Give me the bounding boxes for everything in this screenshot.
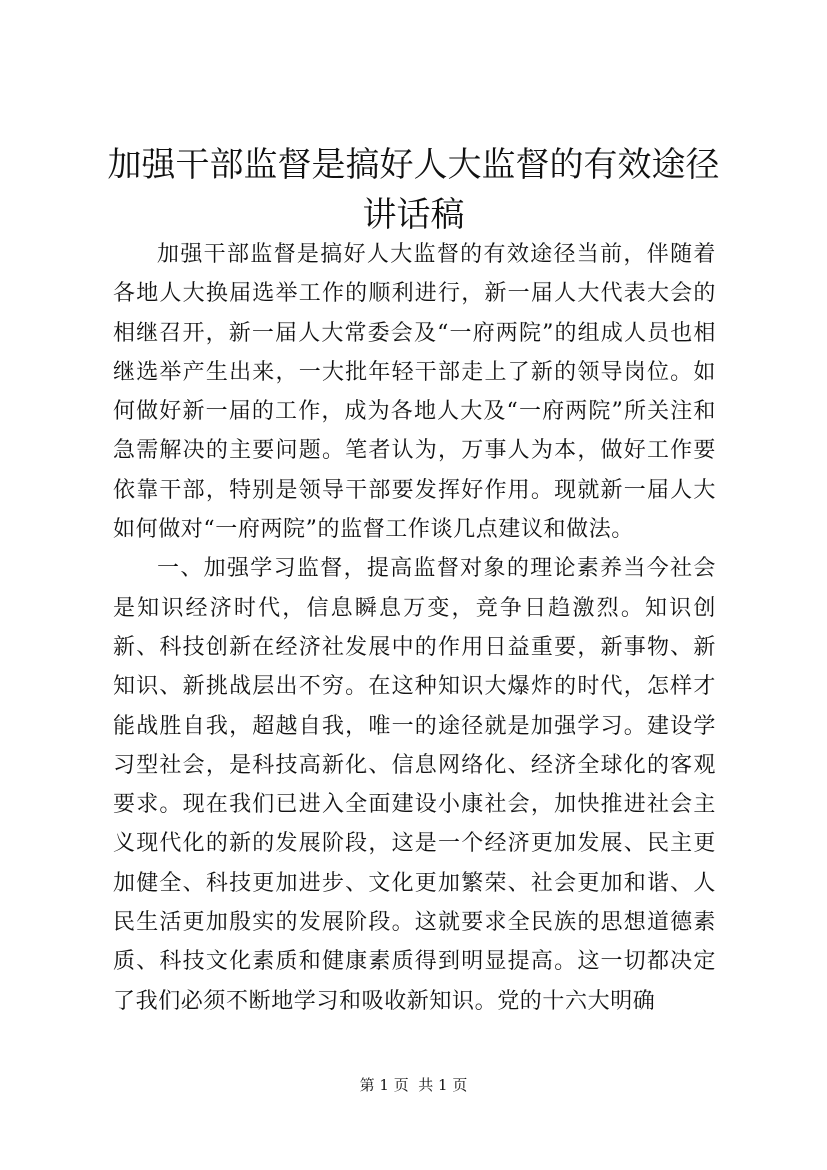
document-body xyxy=(113,235,716,1021)
page-number-label: 第 1 页 共 1 页 xyxy=(359,1076,468,1094)
paragraph-section-1: 一、加强学习监督，提高监督对象的理论素养当今社会是知识经济时代，信息瞬息万变，竞争日趋激烈。知识创新、科技创新在经济社发展中的作用日益重要，新事物、新知识、新挑战层出不穷。在这种知识大爆炸的时代，怎样才能战胜自我，超越自我，唯一的途径就是加强学习。建设学习型社会，是科技高新化、信息网络化、经济全球化的客观要求。现在我们已进入全面建设小康社会，加快推进社会主义现代化的新的发展阶段，这是一个经济更加发展、民主更加健全、科技更加进步、文化更加繁荣、社会更加和谐、人民生活更加殷实的发展阶段。这就要求全民族的思想道德素质、科技文化素质和健康素质得到明显提高。这一切都决定了我们必须不断地学习和吸收新知识。党的十六大明确 xyxy=(113,556,716,1014)
paragraph-intro: 加强干部监督是搞好人大监督的有效途径当前，伴随着各地人大换届选举工作的顺利进行，新一届人大代表大会的相继召开，新一届人大常委会及“一府两院”的组成人员也相继选举产生出来，一大批年轻干部走上了新的领导岗位。如何做好新一届的工作，成为各地人大及“一府两院”所关注和急需解决的主要问题。笔者认为，万事人为本，做好工作要依靠干部，特别是领导干部要发挥好作用。现就新一届人大如何做对“一府两院”的监督工作谈几点建议和做法。 xyxy=(113,242,716,543)
page-footer xyxy=(0,1075,827,1095)
document-title: 加强干部监督是搞好人大监督的有效途径讲话稿 xyxy=(107,145,720,235)
